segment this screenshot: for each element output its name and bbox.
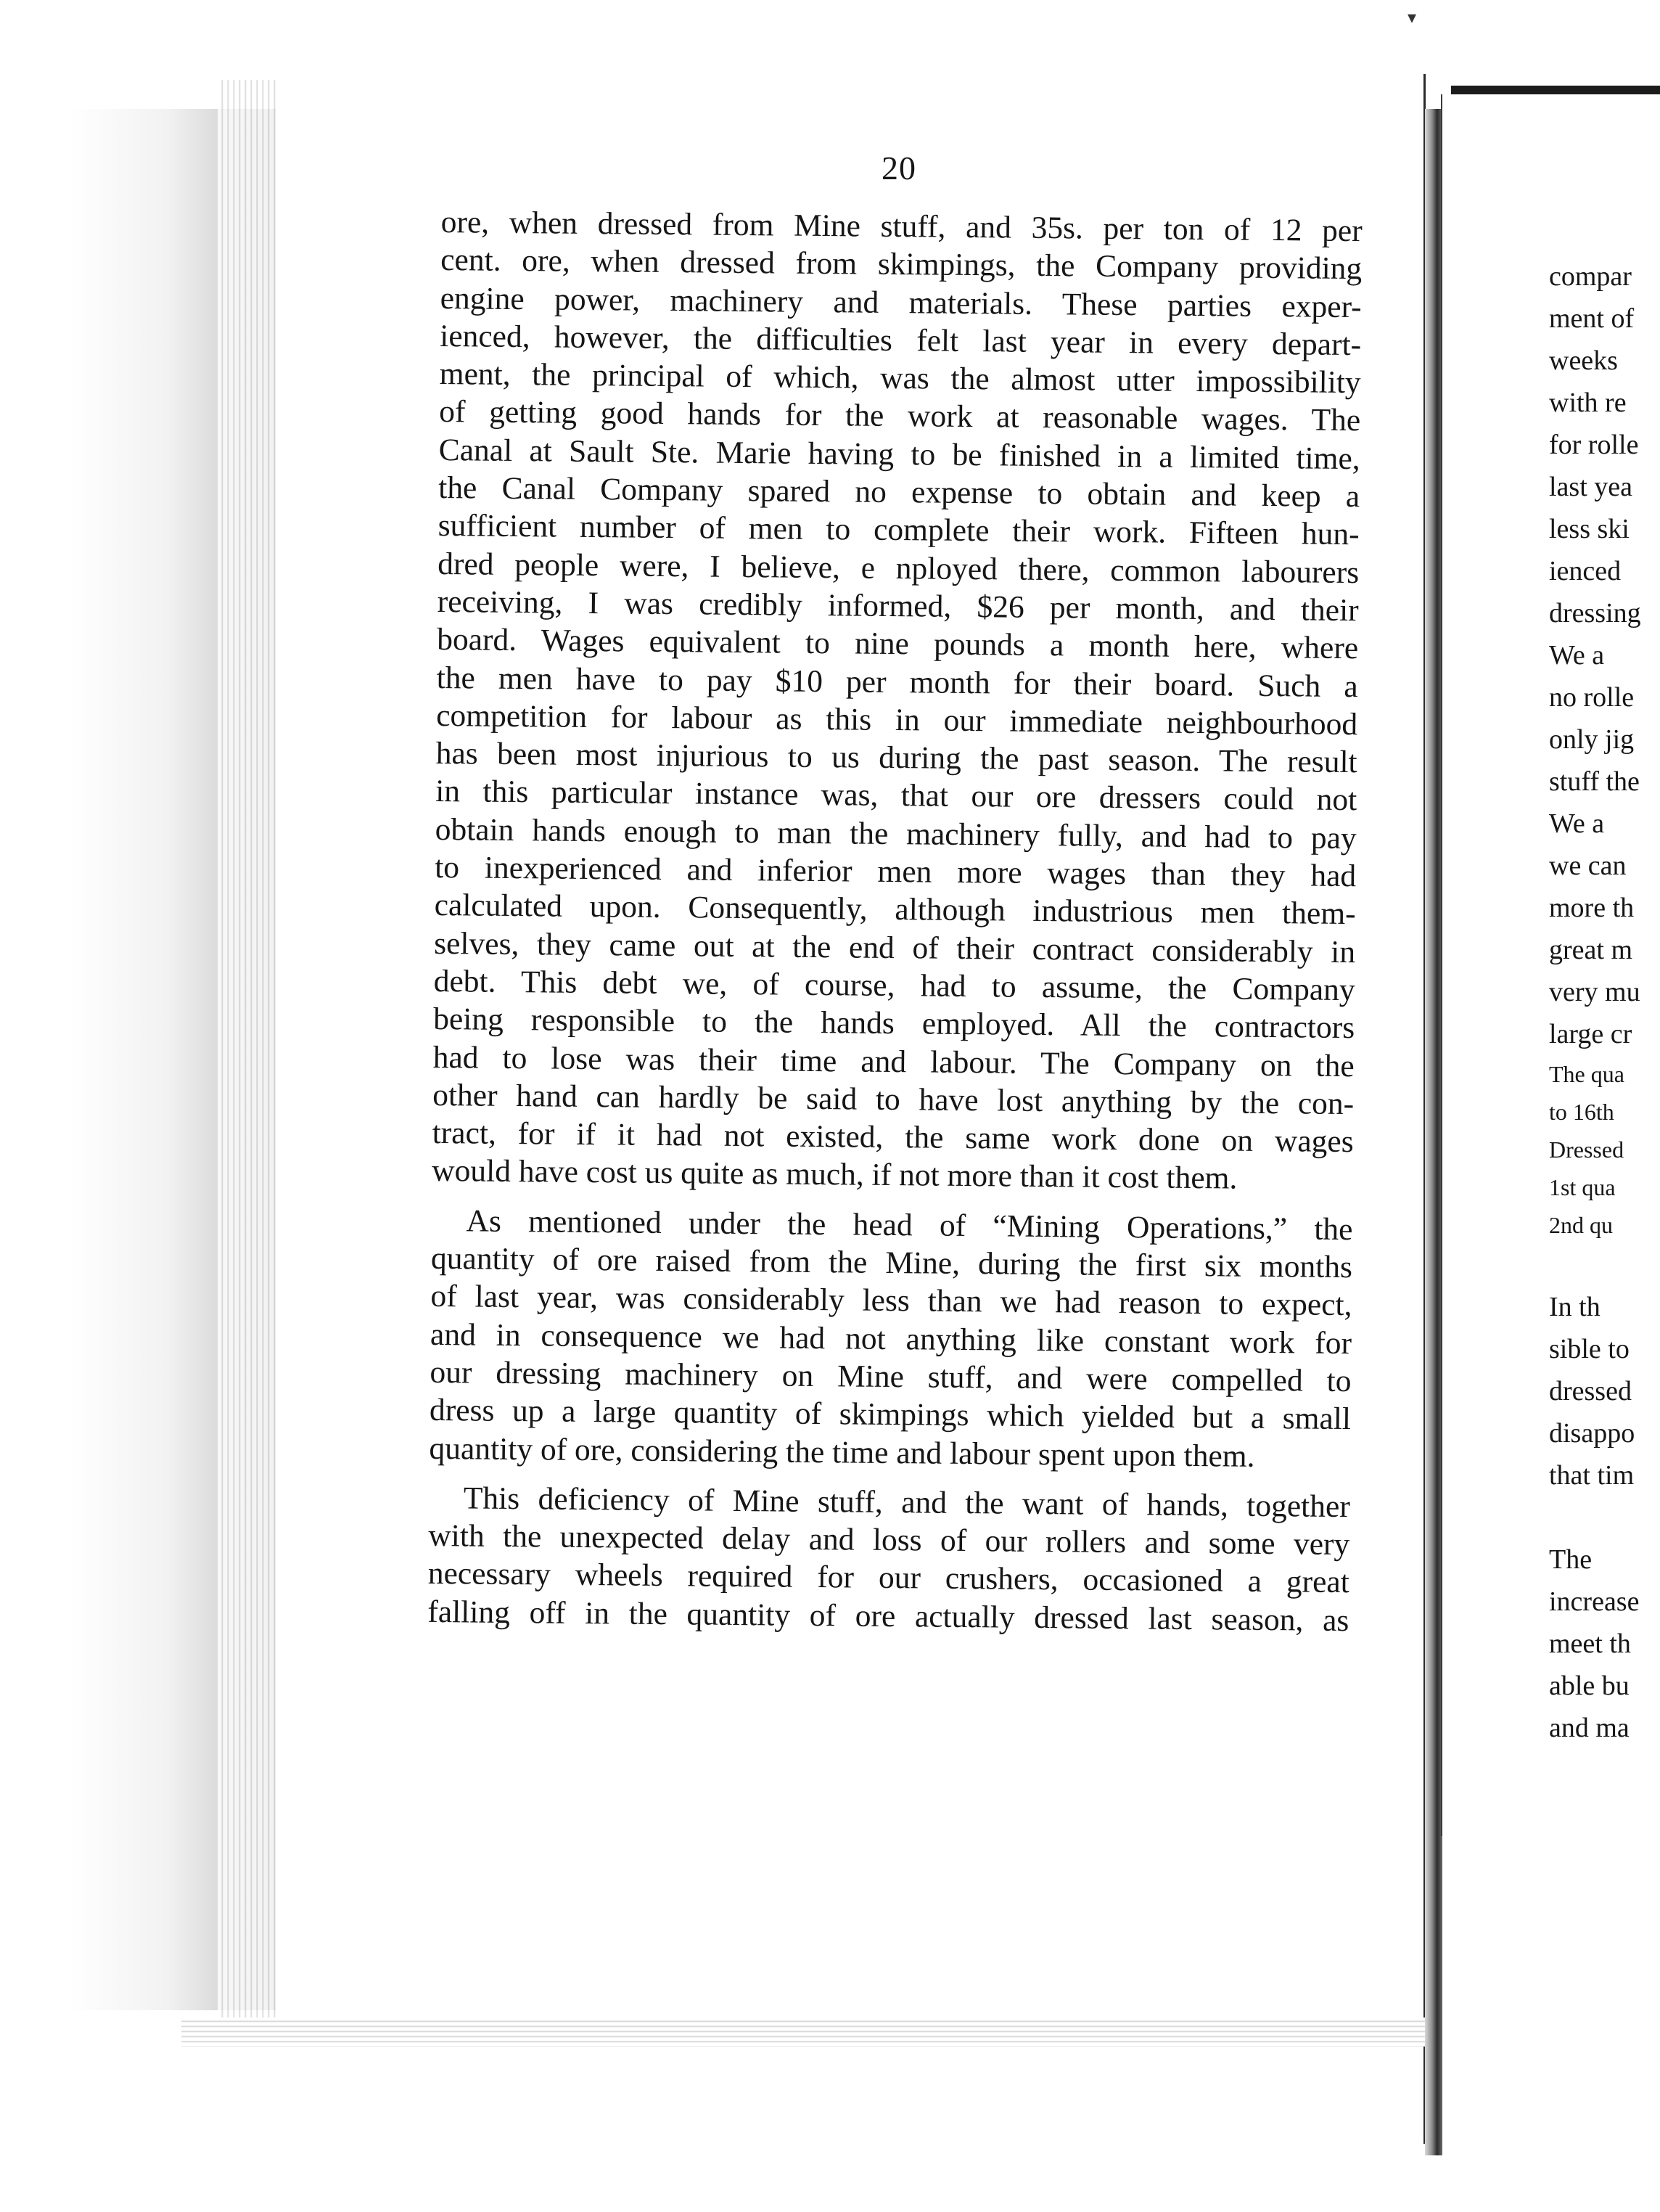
text-line: board. Wages equivalent to nine pounds a month here, where	[436, 622, 1359, 666]
text-line: sufficient number of men to complete their work. Fifteen hun-	[437, 508, 1360, 552]
right-text-line: dressed	[1549, 1376, 1632, 1406]
text-line: competition for labour as this in our immediate neighbourhood	[435, 697, 1358, 742]
book-gutter	[1425, 109, 1442, 2155]
text-line: dred people were, I believe, e nployed there, common labourers	[437, 546, 1360, 590]
text-line: tract, for if it had not existed, the same work done on wages	[432, 1115, 1354, 1160]
text-line: to inexperienced and inferior men more wages than they had	[434, 850, 1357, 894]
right-text-line: increase	[1549, 1586, 1640, 1617]
text-line: being responsible to the hands employed. All the contractors	[432, 1001, 1355, 1046]
text-line: would have cost us quite as much, if not more than it cost them.	[431, 1153, 1238, 1197]
text-line: obtain hands enough to man the machinery fully, and had to pay	[435, 811, 1357, 856]
right-text-line: for rolle	[1549, 430, 1639, 460]
right-text-line: sible to	[1549, 1334, 1630, 1364]
text-line: necessary wheels required for our crushers, occasioned a great	[427, 1556, 1350, 1600]
right-text-line: we can	[1549, 851, 1627, 881]
right-text-line: less ski	[1549, 514, 1630, 544]
text-line: ment, the principal of which, was the almost utter impossibility	[439, 356, 1361, 401]
right-text-line: ienced	[1549, 556, 1622, 586]
right-page-text-fragment	[1549, 255, 1660, 1749]
text-line: ore, when dressed from Mine stuff, and 35s. per ton of 12 per	[440, 204, 1363, 249]
text-line: selves, they came out at the end of their contract considerably in	[433, 925, 1356, 970]
text-line: quantity of ore raised from the Mine, during the first six months	[430, 1240, 1353, 1285]
right-text-line: ment of	[1549, 303, 1635, 334]
right-text-line: stuff the	[1549, 766, 1640, 797]
right-text-line: In th	[1549, 1292, 1601, 1322]
page-edge-stack	[218, 80, 283, 2032]
right-text-line	[1549, 1244, 1660, 1286]
right-text-line: that tim	[1549, 1460, 1635, 1491]
text-line: receiving, I was credibly informed, $26 per month, and their	[437, 583, 1359, 628]
corner-mark: ▾	[1408, 9, 1417, 28]
right-text-line: to 16th	[1549, 1099, 1614, 1125]
right-text-line: The qua	[1549, 1061, 1624, 1087]
paragraph-1	[432, 203, 1363, 1199]
text-line: had to lose was their time and labour. The Company on the	[432, 1039, 1355, 1084]
text-line: other hand can hardly be said to have lost anything by the con-	[432, 1077, 1355, 1121]
paragraph-3	[427, 1479, 1350, 1639]
paragraph-2	[429, 1202, 1352, 1476]
right-text-line: last yea	[1549, 472, 1633, 502]
right-text-line: The	[1549, 1544, 1593, 1575]
text-line: As mentioned under the head of “Mining Operations,” the	[466, 1203, 1353, 1247]
right-text-line: We a	[1549, 808, 1605, 839]
right-text-line: disappo	[1549, 1418, 1635, 1449]
text-line: our dressing machinery on Mine stuff, and were compelled to	[430, 1354, 1352, 1399]
text-line: has been most injurious to us during the past season. The result	[435, 736, 1357, 780]
text-line: calculated upon. Consequently, although industrious men them-	[434, 888, 1356, 932]
right-text-line: weeks	[1549, 345, 1618, 376]
right-text-line: no rolle	[1549, 682, 1635, 713]
right-text-line: dressing	[1549, 598, 1641, 628]
text-line: This deficiency of Mine stuff, and the want of hands, together	[463, 1480, 1351, 1524]
right-text-line: able bu	[1549, 1671, 1630, 1701]
page-number: 20	[882, 149, 916, 187]
text-line: and in consequence we had not anything like constant work for	[430, 1316, 1352, 1361]
text-line: ienced, however, the difficulties felt last year in every depart-	[440, 318, 1362, 363]
text-line: debt. This debt we, of course, had to assume, the Company	[433, 963, 1355, 1008]
text-line: Canal at Sault Ste. Marie having to be finished in a limited time,	[438, 432, 1360, 476]
text-line: of last year, was considerably less than we had reason to expect,	[430, 1279, 1352, 1323]
text-line: of getting good hands for the work at reasonable wages. The	[439, 394, 1361, 438]
bottom-page-edges	[181, 2018, 1437, 2047]
right-text-line: great m	[1549, 935, 1633, 965]
text-line: falling off in the quantity of ore actually dressed last season, as	[427, 1594, 1349, 1638]
text-line: quantity of ore, considering the time and labour spent upon them.	[429, 1430, 1255, 1474]
text-line: engine power, machinery and materials. These parties exper-	[440, 280, 1362, 324]
text-line: the Canal Company spared no expense to obtain and keep a	[438, 470, 1360, 515]
right-text-line: with re	[1549, 388, 1627, 418]
right-text-line: large cr	[1549, 1019, 1632, 1049]
text-line: in this particular instance was, that our ore dressers could not	[435, 774, 1357, 818]
body-text	[427, 203, 1363, 1639]
right-text-line: 2nd qu	[1549, 1212, 1613, 1238]
right-text-line: more th	[1549, 893, 1635, 923]
right-text-line: only jig	[1549, 724, 1635, 755]
right-text-line: and ma	[1549, 1713, 1630, 1743]
right-text-line: very mu	[1549, 977, 1640, 1007]
text-line: with the unexpected delay and loss of our rollers and some very	[428, 1518, 1350, 1562]
text-line: cent. ore, when dressed from skimpings, the Company providing	[440, 242, 1363, 287]
right-text-line: We a	[1549, 640, 1605, 671]
right-text-line: meet th	[1549, 1629, 1631, 1659]
text-line: dress up a large quantity of skimpings which yielded but a small	[429, 1393, 1352, 1437]
text-line: the men have to pay $10 per month for their board. Such a	[436, 660, 1358, 704]
right-text-line	[1549, 1496, 1660, 1539]
right-page-top-edge	[1451, 86, 1660, 94]
right-text-line: Dressed	[1549, 1136, 1624, 1163]
right-text-line: 1st qua	[1549, 1174, 1616, 1200]
right-text-line: compar	[1549, 261, 1632, 292]
